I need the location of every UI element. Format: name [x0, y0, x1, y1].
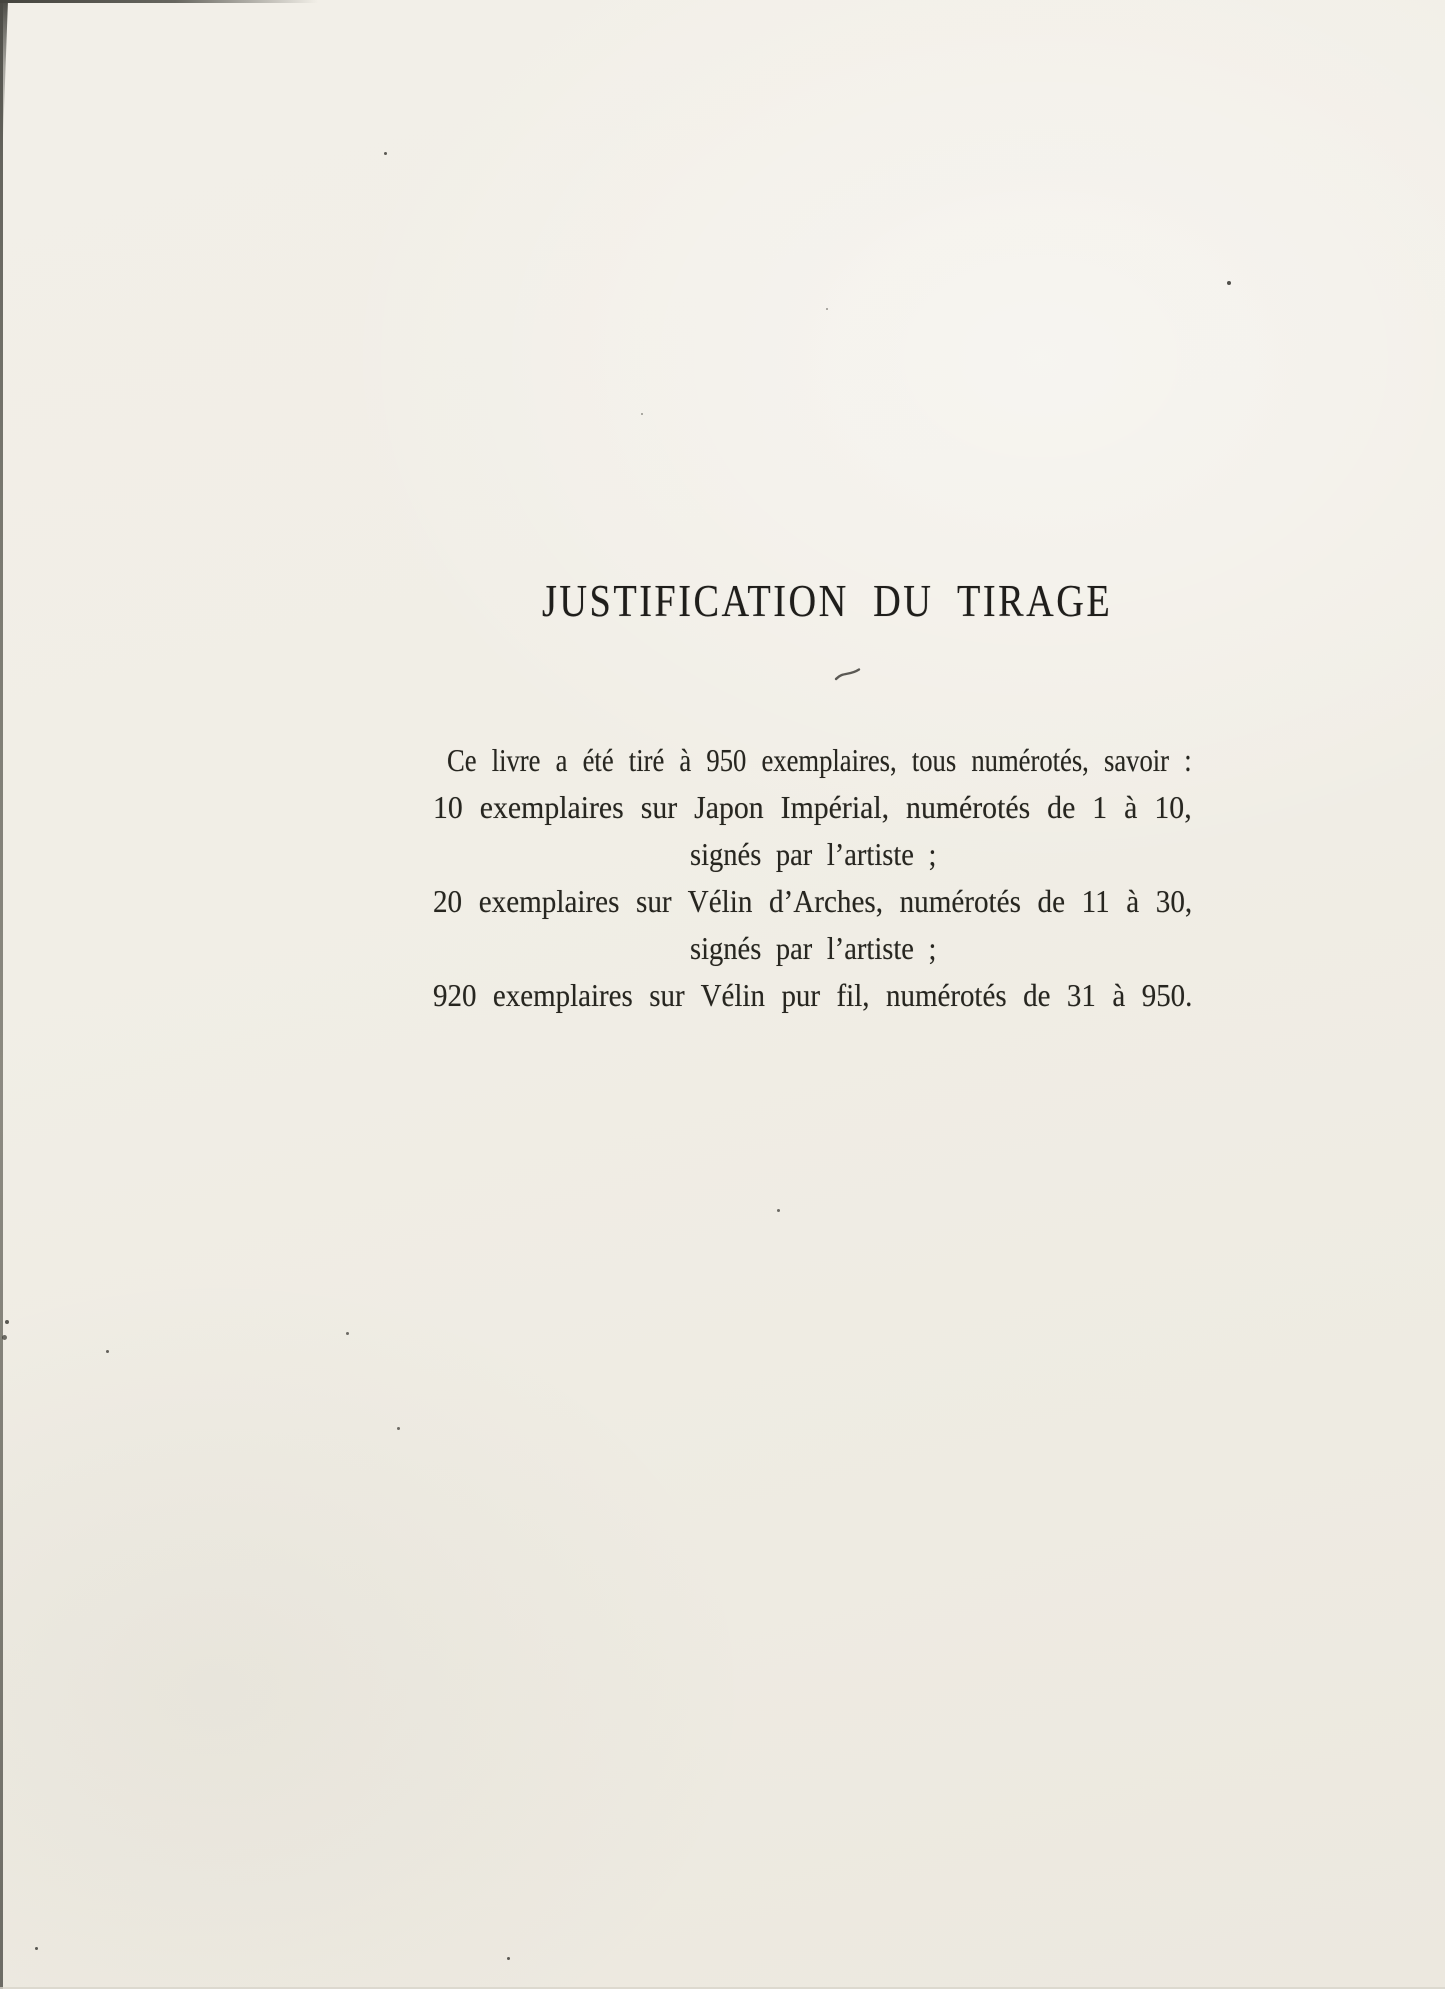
- scan-edge-corner: [0, 0, 8, 165]
- dust-speck: [384, 152, 387, 155]
- dust-speck: [397, 1427, 400, 1430]
- page-title-text: JUSTIFICATION DU TIRAGE: [542, 575, 1113, 626]
- body-line-text: 920 exemplaires sur Vélin pur fil, numérotés de 31 à 950.: [433, 977, 1193, 1013]
- scan-edge-left: [0, 0, 3, 1989]
- body-line: [433, 925, 1192, 972]
- body-line-center-wrap: [690, 831, 936, 878]
- page-title: [542, 570, 1112, 632]
- edition-statement: [433, 737, 1192, 1019]
- dust-speck: [777, 1209, 780, 1212]
- dust-speck: [35, 1947, 38, 1950]
- body-line: [433, 878, 1192, 925]
- body-line: [433, 831, 1192, 878]
- dust-speck: [346, 1332, 349, 1335]
- body-line-text: Ce livre a été tiré à 950 exemplaires, tous numérotés, savoir :: [447, 742, 1192, 778]
- dust-speck: [1227, 281, 1231, 285]
- body-line-center-wrap: [690, 925, 936, 972]
- body-line: [433, 972, 1192, 1019]
- dust-speck: [507, 1957, 510, 1960]
- body-line-text: 20 exemplaires sur Vélin d’Arches, numérotés de 11 à 30,: [433, 883, 1193, 919]
- body-line-text: signés par l’artiste ;: [689, 930, 936, 966]
- dust-speck: [5, 1320, 9, 1324]
- dust-speck: [641, 413, 643, 415]
- scan-edge-top: [0, 0, 318, 3]
- dust-speck: [826, 308, 828, 310]
- body-line-text: signés par l’artiste ;: [689, 836, 936, 872]
- body-line-indent-wrap: [447, 737, 1192, 784]
- dust-speck: [2, 1335, 7, 1340]
- flourish-mark-icon: [834, 667, 862, 683]
- body-line-text: 10 exemplaires sur Japon Impérial, numérotés de 1 à 10,: [433, 789, 1192, 825]
- body-line: [433, 737, 1192, 784]
- dust-speck: [106, 1350, 109, 1353]
- body-line: [433, 784, 1192, 831]
